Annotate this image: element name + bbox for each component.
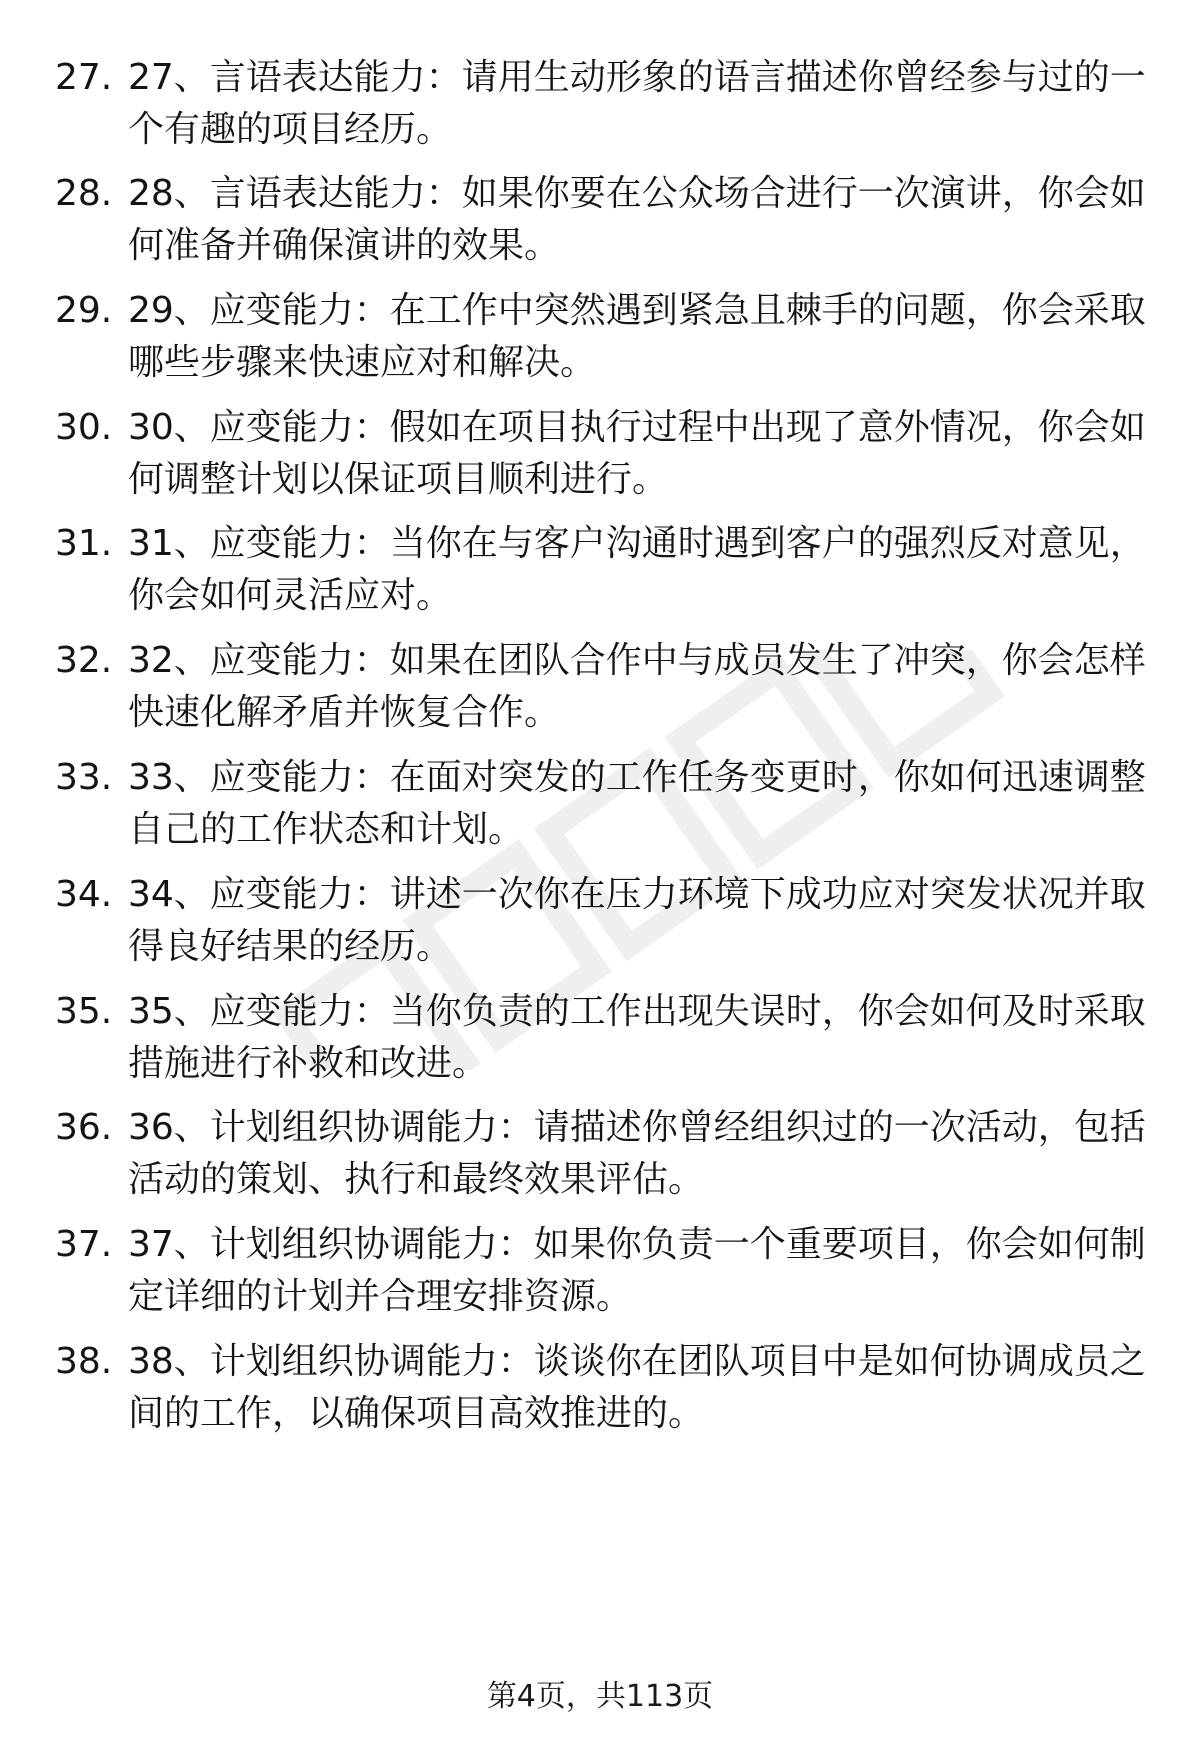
question-item — [0, 1219, 1200, 1319]
question-number: 37. — [55, 1224, 113, 1265]
question-item — [0, 635, 1200, 735]
question-text: 28、言语表达能力：如果你要在公众场合进行一次演讲，你会如何准备并确保演讲的效果。 — [128, 173, 1146, 266]
question-item — [0, 52, 1200, 152]
question-number: 36. — [55, 1107, 113, 1148]
question-number: 31. — [55, 523, 113, 564]
question-text: 31、应变能力：当你在与客户沟通时遇到客户的强烈反对意见，你会如何灵活应对。 — [128, 523, 1146, 616]
question-item — [0, 285, 1200, 385]
question-text: 29、应变能力：在工作中突然遇到紧急且棘手的问题，你会采取哪些步骤来快速应对和解决。 — [128, 290, 1146, 383]
question-number: 33. — [55, 757, 113, 798]
question-text: 37、计划组织协调能力：如果你负责一个重要项目，你会如何制定详细的计划并合理安排资源。 — [128, 1224, 1146, 1317]
question-item — [0, 518, 1200, 618]
question-text: 36、计划组织协调能力：请描述你曾经组织过的一次活动，包括活动的策划、执行和最终效果评估。 — [128, 1107, 1146, 1200]
question-item — [0, 1102, 1200, 1202]
page-number-footer: 第4页，共113页 — [486, 1679, 714, 1714]
question-number: 32. — [55, 640, 113, 681]
question-number: 38. — [55, 1341, 113, 1382]
question-text: 33、应变能力：在面对突发的工作任务变更时，你如何迅速调整自己的工作状态和计划。 — [128, 757, 1146, 850]
question-text: 35、应变能力：当你负责的工作出现失误时，你会如何及时采取措施进行补救和改进。 — [128, 991, 1146, 1084]
question-item — [0, 869, 1200, 969]
question-item — [0, 402, 1200, 502]
question-number: 27. — [55, 57, 113, 98]
question-text: 32、应变能力：如果在团队合作中与成员发生了冲突，你会怎样快速化解矛盾并恢复合作。 — [128, 640, 1146, 733]
question-text: 30、应变能力：假如在项目执行过程中出现了意外情况，你会如何调整计划以保证项目顺利进行。 — [128, 407, 1146, 500]
question-number: 35. — [55, 991, 113, 1032]
question-number: 30. — [55, 407, 113, 448]
question-item — [0, 752, 1200, 852]
question-text: 34、应变能力：讲述一次你在压力环境下成功应对突发状况并取得良好结果的经历。 — [128, 874, 1146, 967]
question-text: 27、言语表达能力：请用生动形象的语言描述你曾经参与过的一个有趣的项目经历。 — [128, 57, 1146, 150]
question-item — [0, 168, 1200, 268]
question-number: 28. — [55, 173, 113, 214]
question-item — [0, 1336, 1200, 1436]
question-number: 34. — [55, 874, 113, 915]
question-number: 29. — [55, 290, 113, 331]
question-item — [0, 986, 1200, 1086]
question-text: 38、计划组织协调能力：谈谈你在团队项目中是如何协调成员之间的工作，以确保项目高效推进的。 — [128, 1341, 1146, 1434]
